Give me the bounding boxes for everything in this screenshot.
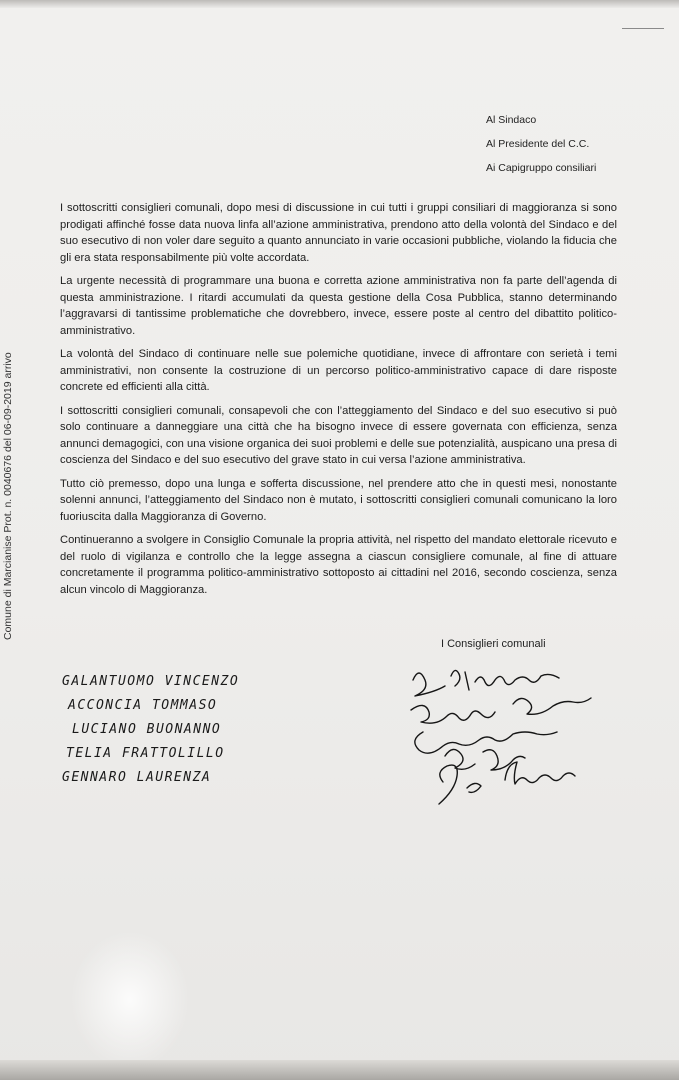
corner-mark: [622, 28, 664, 29]
handwritten-name: GENNARO LAURENZA: [62, 770, 212, 785]
handwritten-name: LUCIANO BUONANNO: [72, 722, 222, 737]
paragraph: La volontà del Sindaco di continuare nelle sue polemiche quotidiane, invece di affrontare con serietà i temi amministrativi, non consente la costruzione di un percorso politico-amministrativo capace di dare risposte concrete ed efficienti alla città.: [60, 348, 617, 393]
letter-body: [60, 200, 617, 605]
paragraph: La urgente necessità di programmare una buona e corretta azione amministrativa non fa parte dell’agenda di questa amministrazione. I ritardi accumulati da questa gestione della Cosa Pubblica, stanno determinando l’aggravarsi di tantissime problematiche che dovrebbero, invece, essere poste al centro del dibattito politico-amministrativo.: [60, 275, 617, 337]
handwritten-names: [62, 674, 239, 794]
signatures-scribble: [405, 658, 625, 818]
handwritten-name: GALANTUOMO VINCENZO: [62, 674, 240, 689]
recipient-line: Al Presidente del C.C.: [486, 138, 590, 150]
handwritten-name: ACCONCIA TOMMASO: [68, 698, 218, 713]
paragraph: I sottoscritti consiglieri comunali, consapevoli che con l’atteggiamento del Sindaco e del suo esecutivo si può solo continuare a danneggiare una città che ha bisogno invece di essere governata con efficienza, senza annunci demagogici, con una visione organica dei suoi problemi e delle sue potenzialità, auspicano una presa di coscienza del Sindaco e del suo esecutivo del grave stato in cui versa l’azione amministrativa.: [60, 404, 617, 466]
handwritten-name: TELIA FRATTOLILLO: [66, 746, 225, 761]
page-top-edge: [0, 0, 679, 8]
paragraph: I sottoscritti consiglieri comunali, dopo mesi di discussione in cui tutti i gruppi consiliari di maggioranza si sono prodigati affinché fosse data nuova linfa all’azione amministrativa, prendono atto della volontà del Sindaco e del suo esecutivo di non voler dare seguito a quanto annunciato in varie occasioni pubbliche, violando la fiducia che gli era stata responsabilmente più volte accordata.: [60, 202, 617, 264]
recipient-line: Ai Capigruppo consiliari: [486, 162, 597, 174]
page-bottom-edge: [0, 1060, 679, 1080]
paragraph: Tutto ciò premesso, dopo una lunga e sofferta discussione, nel prendere atto che in questi mesi, nonostante solenni annunci, l’atteggiamento del Sindaco non è mutato, i sottoscritti consiglieri comunali comunicano la loro fuoriuscita dalla Maggioranza di Governo.: [60, 477, 617, 523]
protocol-stamp: Comune di Marcianise Prot. n. 0040676 del 06-09-2019 arrivo: [2, 352, 14, 640]
signature-label: I Consiglieri comunali: [441, 638, 546, 650]
light-glare: [70, 930, 190, 1070]
paragraph: Continueranno a svolgere in Consiglio Comunale la propria attività, nel rispetto del mandato elettorale ricevuto e del ruolo di vigilanza e controllo che la legge assegna a ciascun consigliere comunale, al fine di attuare concretamente il programma politico-amministrativo sottoposto ai cittadini nel 2016, secondo coscienza, senza alcun vincolo di Maggioranza.: [60, 534, 617, 596]
recipients-block: [486, 108, 596, 180]
recipient-line: Al Sindaco: [486, 114, 537, 126]
